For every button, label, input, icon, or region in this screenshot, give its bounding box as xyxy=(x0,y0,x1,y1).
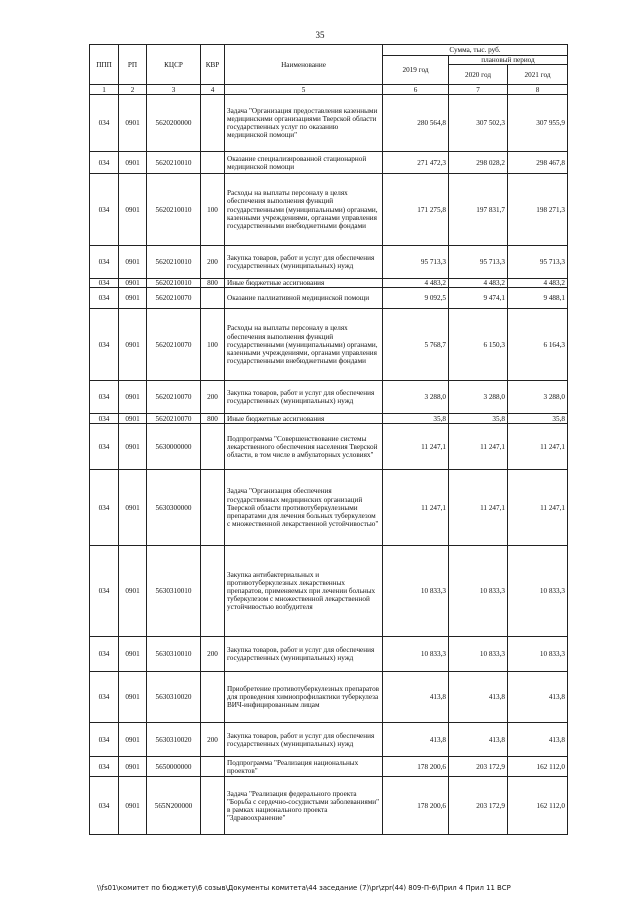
cell-name: Закупка товаров, работ и услуг для обеспечения государственных (муниципальных) нужд xyxy=(225,381,383,414)
table-row xyxy=(90,152,568,174)
cell-name: Иные бюджетные ассигнования xyxy=(225,414,383,424)
cell-kcsr: 5620210070 xyxy=(147,288,201,309)
header-year-2020: 2020 год xyxy=(449,65,508,85)
header-col-number: 4 xyxy=(201,85,225,95)
cell-kvr: 800 xyxy=(201,279,225,288)
cell-ppp: 034 xyxy=(90,381,119,414)
cell-rp: 0901 xyxy=(119,470,147,546)
cell-ppp: 034 xyxy=(90,152,119,174)
cell-name: Закупка товаров, работ и услуг для обеспечения государственных (муниципальных) нужд xyxy=(225,637,383,672)
cell-kvr: 800 xyxy=(201,414,225,424)
cell-kvr xyxy=(201,152,225,174)
cell-rp: 0901 xyxy=(119,777,147,835)
table-row xyxy=(90,246,568,279)
cell-rp: 0901 xyxy=(119,152,147,174)
cell-kvr: 100 xyxy=(201,174,225,246)
table-body xyxy=(90,95,568,835)
cell-2020: 10 833,3 xyxy=(449,546,508,637)
cell-name: Закупка антибактериальных и противотуберкулезных лекарственных препаратов, применяемых при лечении больных туберкулезом с множественной лекарственной устойчивостью возбудителя xyxy=(225,546,383,637)
cell-2019: 178 200,6 xyxy=(383,777,449,835)
table-row xyxy=(90,546,568,637)
table-row xyxy=(90,174,568,246)
cell-ppp: 034 xyxy=(90,414,119,424)
table-row xyxy=(90,723,568,757)
cell-kvr: 200 xyxy=(201,723,225,757)
cell-2021: 95 713,3 xyxy=(508,246,568,279)
cell-kcsr: 5630310010 xyxy=(147,546,201,637)
table-row xyxy=(90,381,568,414)
cell-2021: 307 955,9 xyxy=(508,95,568,152)
cell-2021: 6 164,3 xyxy=(508,309,568,381)
cell-kvr: 100 xyxy=(201,309,225,381)
header-col-number: 3 xyxy=(147,85,201,95)
cell-rp: 0901 xyxy=(119,723,147,757)
cell-2020: 11 247,1 xyxy=(449,470,508,546)
cell-2020: 298 028,2 xyxy=(449,152,508,174)
cell-2019: 10 833,3 xyxy=(383,546,449,637)
table-row xyxy=(90,95,568,152)
cell-2019: 11 247,1 xyxy=(383,424,449,470)
cell-name: Закупка товаров, работ и услуг для обеспечения государственных (муниципальных) нужд xyxy=(225,246,383,279)
header-ppp: ППП xyxy=(90,45,119,85)
cell-2021: 3 288,0 xyxy=(508,381,568,414)
cell-rp: 0901 xyxy=(119,381,147,414)
cell-2020: 11 247,1 xyxy=(449,424,508,470)
cell-2020: 10 833,3 xyxy=(449,637,508,672)
budget-table xyxy=(89,44,568,835)
header-name: Наименование xyxy=(225,45,383,85)
cell-kcsr: 5620210070 xyxy=(147,414,201,424)
cell-ppp: 034 xyxy=(90,246,119,279)
cell-ppp: 034 xyxy=(90,174,119,246)
cell-rp: 0901 xyxy=(119,288,147,309)
cell-kvr xyxy=(201,424,225,470)
cell-2019: 3 288,0 xyxy=(383,381,449,414)
cell-2019: 4 483,2 xyxy=(383,279,449,288)
cell-ppp: 034 xyxy=(90,424,119,470)
header-col-number: 7 xyxy=(449,85,508,95)
header-kvr: КВР xyxy=(201,45,225,85)
cell-kcsr: 5620200000 xyxy=(147,95,201,152)
cell-2021: 413,8 xyxy=(508,672,568,723)
cell-ppp: 034 xyxy=(90,95,119,152)
table-row xyxy=(90,470,568,546)
header-kcsr: КЦСР xyxy=(147,45,201,85)
cell-name: Подпрограмма "Совершенствование системы лекарственного обеспечения населения Тверской области, в том числе в амбулаторных условиях" xyxy=(225,424,383,470)
cell-2019: 178 200,6 xyxy=(383,757,449,777)
cell-kcsr: 5630310020 xyxy=(147,723,201,757)
cell-rp: 0901 xyxy=(119,174,147,246)
cell-rp: 0901 xyxy=(119,309,147,381)
cell-rp: 0901 xyxy=(119,279,147,288)
cell-kvr xyxy=(201,95,225,152)
cell-kvr: 200 xyxy=(201,246,225,279)
cell-name: Расходы на выплаты персоналу в целях обеспечения выполнения функций государственными (муниципальными) органами, казенными учреждениями, органами управления государственными внебюджетными фондами xyxy=(225,174,383,246)
cell-ppp: 034 xyxy=(90,546,119,637)
cell-2021: 11 247,1 xyxy=(508,470,568,546)
cell-rp: 0901 xyxy=(119,546,147,637)
header-col-number: 5 xyxy=(225,85,383,95)
page-number: 35 xyxy=(315,30,325,40)
cell-2020: 413,8 xyxy=(449,672,508,723)
cell-2020: 413,8 xyxy=(449,723,508,757)
cell-kvr xyxy=(201,288,225,309)
cell-2020: 6 150,3 xyxy=(449,309,508,381)
cell-kvr: 200 xyxy=(201,637,225,672)
cell-kvr xyxy=(201,672,225,723)
cell-2020: 3 288,0 xyxy=(449,381,508,414)
header-rp: РП xyxy=(119,45,147,85)
cell-kcsr: 5630310010 xyxy=(147,637,201,672)
cell-2019: 35,8 xyxy=(383,414,449,424)
cell-2021: 413,8 xyxy=(508,723,568,757)
cell-name: Подпрограмма "Реализация национальных проектов" xyxy=(225,757,383,777)
cell-rp: 0901 xyxy=(119,246,147,279)
cell-2021: 35,8 xyxy=(508,414,568,424)
cell-2021: 298 467,8 xyxy=(508,152,568,174)
cell-2019: 11 247,1 xyxy=(383,470,449,546)
cell-name: Иные бюджетные ассигнования xyxy=(225,279,383,288)
cell-kcsr: 5620210010 xyxy=(147,246,201,279)
cell-2020: 197 831,7 xyxy=(449,174,508,246)
cell-rp: 0901 xyxy=(119,424,147,470)
cell-2019: 413,8 xyxy=(383,723,449,757)
cell-2019: 10 833,3 xyxy=(383,637,449,672)
table-row xyxy=(90,424,568,470)
cell-2019: 271 472,3 xyxy=(383,152,449,174)
cell-ppp: 034 xyxy=(90,288,119,309)
header-year-2021: 2021 год xyxy=(508,65,568,85)
cell-2019: 280 564,8 xyxy=(383,95,449,152)
cell-kvr xyxy=(201,546,225,637)
cell-2021: 10 833,3 xyxy=(508,546,568,637)
cell-2019: 9 092,5 xyxy=(383,288,449,309)
cell-kvr xyxy=(201,470,225,546)
cell-rp: 0901 xyxy=(119,757,147,777)
cell-name: Приобретение противотуберкулезных препаратов для проведения химиопрофилактики туберкулеза ВИЧ-инфицированным лицам xyxy=(225,672,383,723)
cell-2019: 95 713,3 xyxy=(383,246,449,279)
cell-name: Задача "Организация обеспечения государственных медицинских организаций Тверской области противотуберкулезными препаратами для лечения больных туберкулезом с множественной лекарственной устойчивостью" xyxy=(225,470,383,546)
cell-rp: 0901 xyxy=(119,95,147,152)
table-row xyxy=(90,637,568,672)
cell-2020: 9 474,1 xyxy=(449,288,508,309)
cell-2020: 35,8 xyxy=(449,414,508,424)
cell-2019: 171 275,8 xyxy=(383,174,449,246)
cell-name: Задача "Реализация федерального проекта "Борьба с сердечно-сосудистыми заболеваниями" в рамках национального проекта "Здравоохранение" xyxy=(225,777,383,835)
cell-ppp: 034 xyxy=(90,279,119,288)
table-row xyxy=(90,672,568,723)
cell-kcsr: 5630000000 xyxy=(147,424,201,470)
cell-2021: 198 271,3 xyxy=(508,174,568,246)
cell-name: Закупка товаров, работ и услуг для обеспечения государственных (муниципальных) нужд xyxy=(225,723,383,757)
cell-ppp: 034 xyxy=(90,672,119,723)
cell-name: Расходы на выплаты персоналу в целях обеспечения выполнения функций государственными (муниципальными) органами, казенными учреждениями, органами управления государственными внебюджетными фондами xyxy=(225,309,383,381)
cell-2020: 203 172,9 xyxy=(449,777,508,835)
cell-kvr xyxy=(201,777,225,835)
table-row xyxy=(90,279,568,288)
cell-kcsr: 5620210070 xyxy=(147,381,201,414)
table-row xyxy=(90,288,568,309)
cell-ppp: 034 xyxy=(90,757,119,777)
cell-2021: 11 247,1 xyxy=(508,424,568,470)
table-row xyxy=(90,309,568,381)
cell-kvr: 200 xyxy=(201,381,225,414)
cell-2021: 9 488,1 xyxy=(508,288,568,309)
cell-2020: 4 483,2 xyxy=(449,279,508,288)
cell-name: Оказание специализированной стационарной медицинской помощи xyxy=(225,152,383,174)
cell-ppp: 034 xyxy=(90,470,119,546)
header-col-number: 2 xyxy=(119,85,147,95)
cell-kcsr: 5650000000 xyxy=(147,757,201,777)
header-planned-period: плановый период xyxy=(449,56,568,65)
table-row xyxy=(90,757,568,777)
cell-2021: 162 112,0 xyxy=(508,777,568,835)
cell-kcsr: 5620210070 xyxy=(147,309,201,381)
cell-rp: 0901 xyxy=(119,414,147,424)
cell-kcsr: 5620210010 xyxy=(147,152,201,174)
header-year-2019: 2019 год xyxy=(383,56,449,85)
cell-2021: 10 833,3 xyxy=(508,637,568,672)
cell-kcsr: 5630310020 xyxy=(147,672,201,723)
cell-rp: 0901 xyxy=(119,672,147,723)
table-row xyxy=(90,414,568,424)
cell-2020: 95 713,3 xyxy=(449,246,508,279)
cell-ppp: 034 xyxy=(90,723,119,757)
cell-2021: 162 112,0 xyxy=(508,757,568,777)
cell-kcsr: 565N200000 xyxy=(147,777,201,835)
cell-name: Оказание паллиативной медицинской помощи xyxy=(225,288,383,309)
cell-2021: 4 483,2 xyxy=(508,279,568,288)
table-row xyxy=(90,777,568,835)
cell-name: Задача "Организация предоставления казенными медицинскими организациями Тверской области государственных услуг по оказанию медицинской помощи" xyxy=(225,95,383,152)
header-sum: Сумма, тыс. руб. xyxy=(383,45,568,56)
cell-rp: 0901 xyxy=(119,637,147,672)
cell-kcsr: 5630300000 xyxy=(147,470,201,546)
cell-2019: 5 768,7 xyxy=(383,309,449,381)
header-col-number: 6 xyxy=(383,85,449,95)
cell-2020: 203 172,9 xyxy=(449,757,508,777)
cell-kcsr: 5620210010 xyxy=(147,279,201,288)
footer-file-path: \\fs01\комитет по бюджету\6 созыв\Документы комитета\44 заседание (7)\pr\zpr(44) 809-П-6\Прил 4 Прил 11 ВСР xyxy=(97,884,511,892)
cell-kvr xyxy=(201,757,225,777)
cell-2020: 307 502,3 xyxy=(449,95,508,152)
header-col-number: 8 xyxy=(508,85,568,95)
cell-2019: 413,8 xyxy=(383,672,449,723)
cell-ppp: 034 xyxy=(90,637,119,672)
header-col-number: 1 xyxy=(90,85,119,95)
cell-kcsr: 5620210010 xyxy=(147,174,201,246)
cell-ppp: 034 xyxy=(90,777,119,835)
cell-ppp: 034 xyxy=(90,309,119,381)
